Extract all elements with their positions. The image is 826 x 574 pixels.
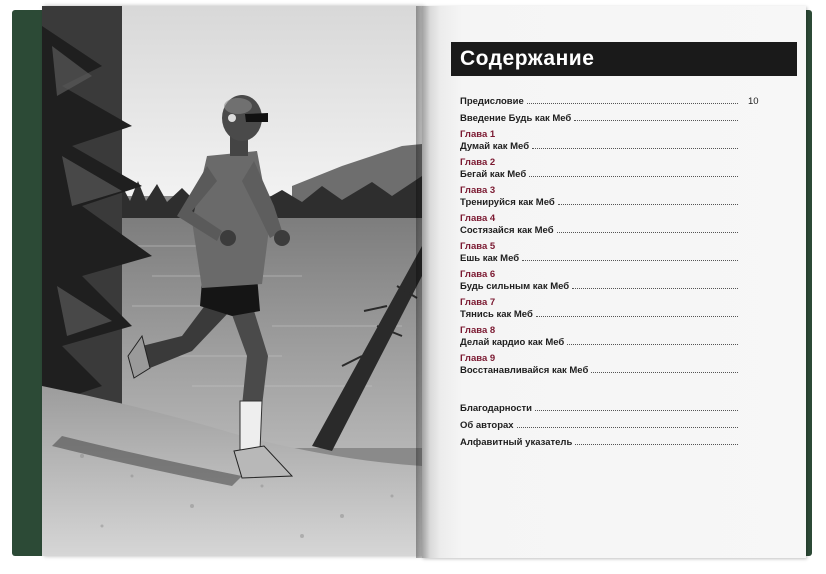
dot-leader: [536, 316, 738, 317]
toc-entry-chapter-4: [460, 225, 760, 237]
toc-title: Содержание: [460, 47, 595, 70]
toc-entry-label: Об авторах: [460, 420, 514, 431]
toc-entry-label: Благодарности: [460, 403, 532, 414]
chapter-number: Глава 5: [460, 241, 496, 252]
chapter-number: Глава 3: [460, 185, 496, 196]
chapter-number: Глава 1: [460, 129, 496, 140]
chapter-title: Ешь как Меб: [460, 253, 520, 264]
chapter-title: Тянись как Меб: [460, 309, 533, 320]
table-of-contents: [460, 96, 760, 449]
dot-leader: [517, 427, 738, 428]
toc-entry-backmatter: [460, 437, 760, 449]
dot-leader: [575, 444, 738, 445]
toc-entry-chapter-2: [460, 169, 760, 181]
toc-entry-chapter-1: [460, 141, 760, 153]
runner-photo-illustration: [42, 6, 422, 556]
chapter-title: Думай как Меб: [460, 141, 530, 152]
dot-leader: [535, 410, 738, 411]
toc-entry-intro: [460, 113, 760, 125]
dot-leader: [529, 176, 738, 177]
chapter-number: Глава 9: [460, 353, 496, 364]
dot-leader: [574, 120, 738, 121]
toc-entry-chapter-8: [460, 337, 760, 349]
toc-entry-chapter-3: [460, 197, 760, 209]
toc-page-number: 10: [748, 96, 759, 107]
toc-entry-backmatter: [460, 403, 760, 415]
chapter-title: Восстанавливайся как Меб: [460, 365, 589, 376]
chapter-number: Глава 2: [460, 157, 496, 168]
chapter-number: Глава 4: [460, 213, 496, 224]
chapter-title: Состязайся как Меб: [460, 225, 554, 236]
toc-entry-chapter-9: [460, 365, 760, 377]
dot-leader: [527, 103, 738, 104]
dot-leader: [572, 288, 738, 289]
dot-leader: [532, 148, 738, 149]
toc-entry-chapter-7: [460, 309, 760, 321]
dot-leader: [567, 344, 738, 345]
toc-entry-chapter-5: [460, 253, 760, 265]
chapter-number: Глава 8: [460, 325, 496, 336]
toc-entry-label: Предисловие: [460, 96, 524, 107]
toc-entry-label: Введение Будь как Меб: [460, 113, 572, 124]
dot-leader: [558, 204, 738, 205]
dot-leader: [591, 372, 738, 373]
chapter-title: Бегай как Меб: [460, 169, 527, 180]
dot-leader: [557, 232, 738, 233]
runner-photo: [42, 6, 422, 556]
chapter-number: Глава 6: [460, 269, 496, 280]
chapter-title: Будь сильным как Меб: [460, 281, 570, 292]
toc-entry-backmatter: [460, 420, 760, 432]
toc-entry-chapter-6: [460, 281, 760, 293]
dot-leader: [522, 260, 738, 261]
chapter-title: Делай кардио как Меб: [460, 337, 565, 348]
toc-entry-preface: [460, 96, 760, 108]
toc-entry-label: Алфавитный указатель: [460, 437, 573, 448]
chapter-title: Тренируйся как Меб: [460, 197, 555, 208]
chapter-number: Глава 7: [460, 297, 496, 308]
